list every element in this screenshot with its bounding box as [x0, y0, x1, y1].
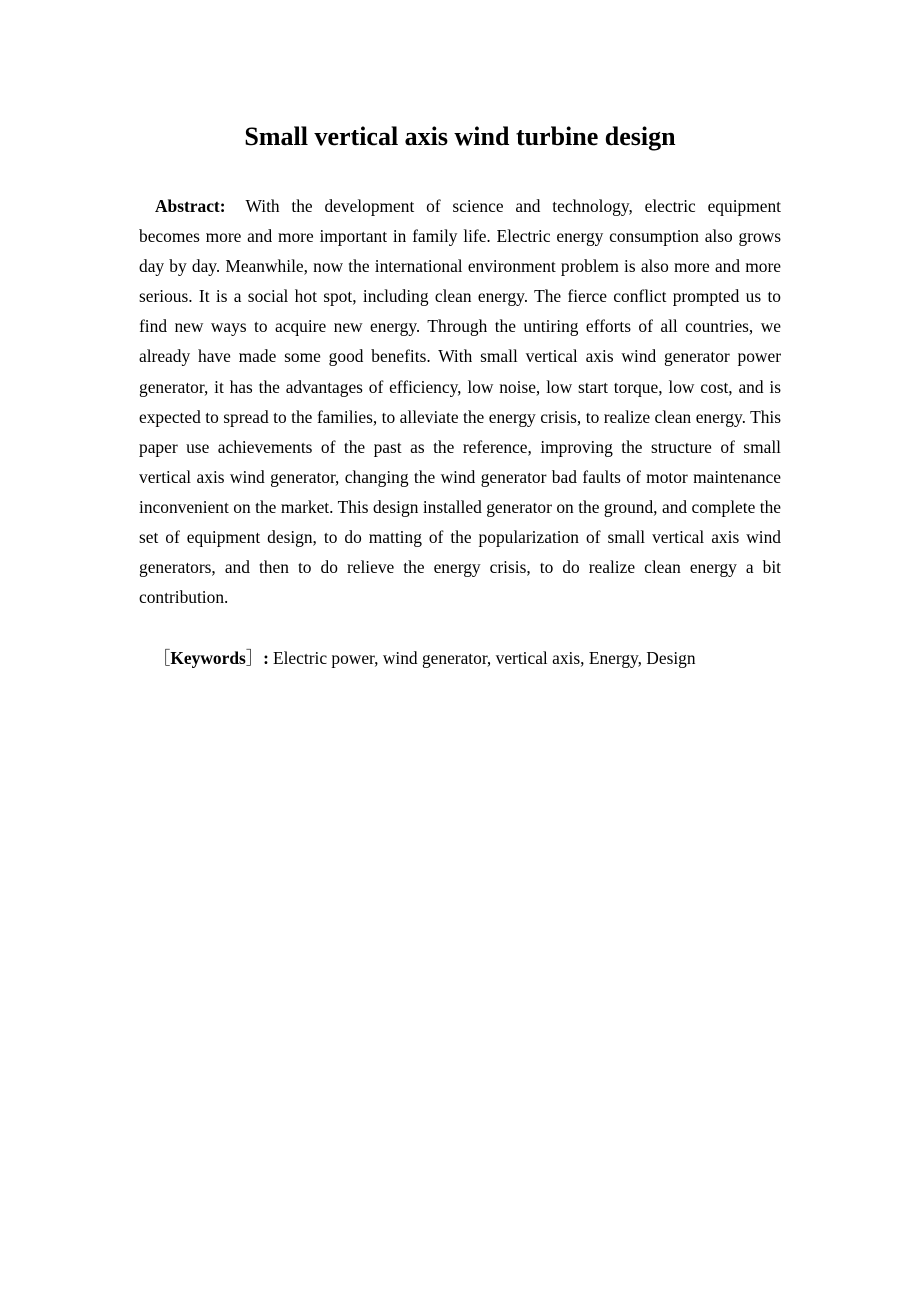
keywords-label: Keywords [170, 648, 246, 668]
keywords-text: Electric power, wind generator, vertical axis, Energy, Design [272, 648, 696, 668]
abstract-text: With the development of science and technology, electric equipment becomes more and more important in family life. Electric energy consumption also grows day by day. Meanwhile, now the international environment problem is also more and more serious. It is a social hot spot, including clean energy. The fierce conflict prompted us to find new ways to acquire new energy. Through the untiring efforts of all countries, we already have made some good benefits. With small vertical axis wind generator power generator, it has the advantages of efficiency, low noise, low start torque, low cost, and is expected to spread to the families, to alleviate the energy crisis, to realize clean energy. This paper use achievements of the past as the reference, improving the structure of small vertical axis wind generator, changing the wind generator bad faults of motor maintenance inconvenient on the market. This design installed generator on the ground, and complete the set of equipment design, to do matting of the popularization of small vertical axis wind generators, and then to do relieve the energy crisis, to do realize clean energy a bit contribution. [139, 196, 781, 608]
keywords-close-bracket: ］ [245, 648, 264, 668]
abstract-paragraph [139, 191, 781, 612]
paper-title: Small vertical axis wind turbine design [244, 122, 676, 151]
keywords-colon: : [263, 648, 269, 668]
keywords-open-bracket: ［ [153, 648, 171, 668]
keywords-line [153, 643, 793, 673]
abstract-label: Abstract: [155, 196, 226, 216]
